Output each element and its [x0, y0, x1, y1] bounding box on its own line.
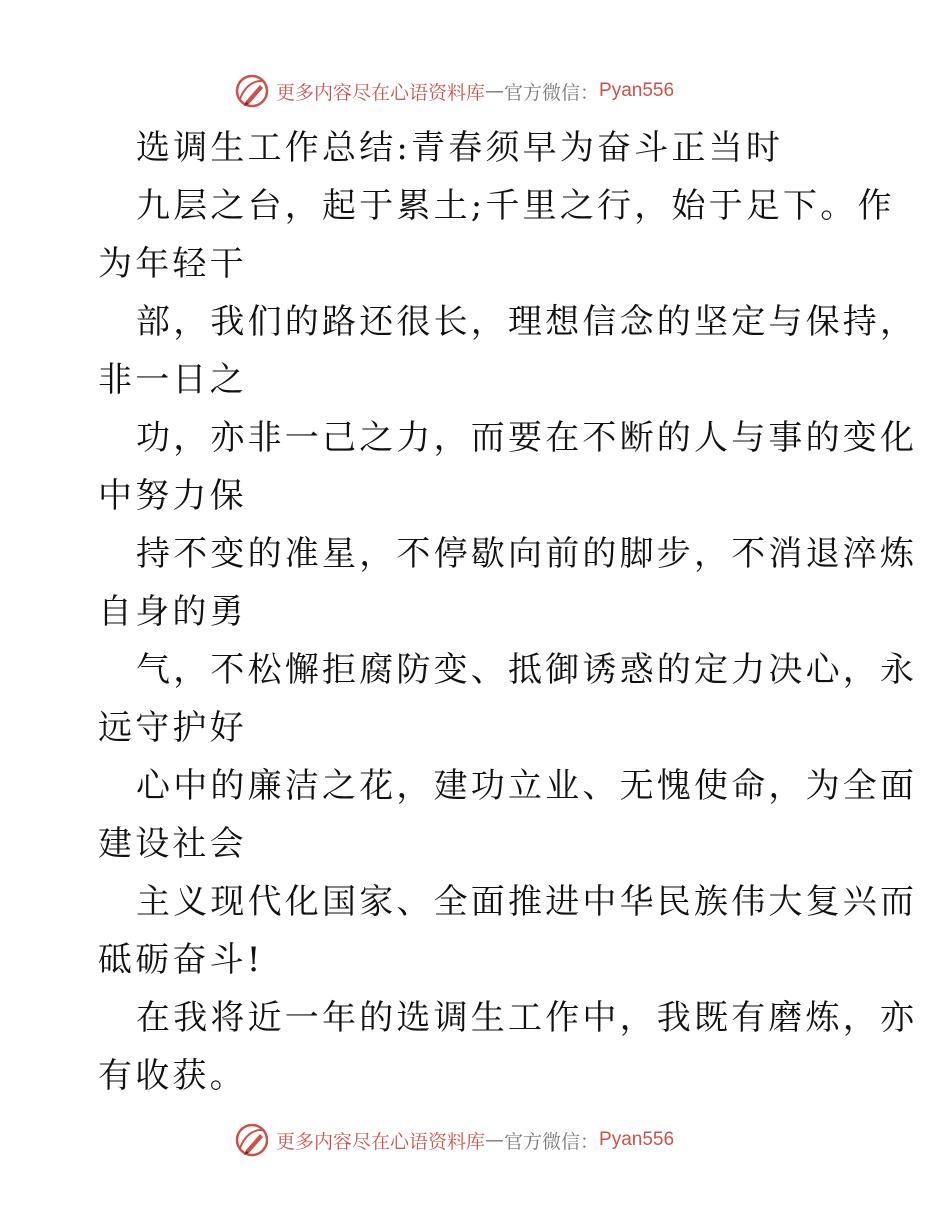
text-line: 中努力保: [98, 476, 247, 516]
title-line: 选调生工作总结:青春须早为奋斗正当时: [136, 128, 784, 168]
banner-wechat-label: 官方微信：: [504, 1130, 600, 1153]
text-line: 功，亦非一己之力，而要在不断的人与事的变化: [136, 418, 918, 458]
footer-banner: [234, 1120, 754, 1160]
text-line: 自身的勇: [98, 592, 247, 632]
pen-logo-icon: [234, 1122, 270, 1158]
text-line: 主义现代化国家、全面推进中华民族伟大复兴而: [136, 882, 918, 922]
banner-wechat-id: Pyan556: [599, 1129, 675, 1150]
header-banner: [234, 71, 754, 111]
pen-logo-icon: [234, 73, 270, 109]
text-line: 非一日之: [98, 360, 247, 400]
text-line: 在我将近一年的选调生工作中，我既有磨炼，亦: [136, 998, 918, 1038]
banner-dash: —: [485, 80, 505, 102]
text-line: 九层之台，起于累土;千里之行，始于足下。作: [136, 186, 895, 226]
text-line: 持不变的准星，不停歇向前的脚步，不消退淬炼: [136, 534, 918, 574]
text-line: 气，不松懈拒腐防变、抵御诱惑的定力决心，永: [136, 650, 918, 690]
text-line: 建设社会: [98, 824, 247, 864]
text-line: 有收获。: [98, 1056, 247, 1096]
text-line: 部，我们的路还很长，理想信念的坚定与保持，: [136, 302, 918, 342]
text-line: 心中的廉洁之花，建功立业、无愧使命，为全面: [136, 766, 918, 806]
banner-main-text: 更多内容尽在心语资料库: [276, 81, 486, 104]
banner-wechat-id: Pyan556: [599, 80, 675, 101]
text-line: 远守护好: [98, 708, 247, 748]
banner-dash: —: [485, 1129, 505, 1151]
text-line: 为年轻干: [98, 244, 247, 284]
banner-wechat-label: 官方微信：: [504, 81, 600, 104]
banner-main-text: 更多内容尽在心语资料库: [276, 1130, 486, 1153]
text-line: 砥砺奋斗!: [98, 940, 264, 980]
